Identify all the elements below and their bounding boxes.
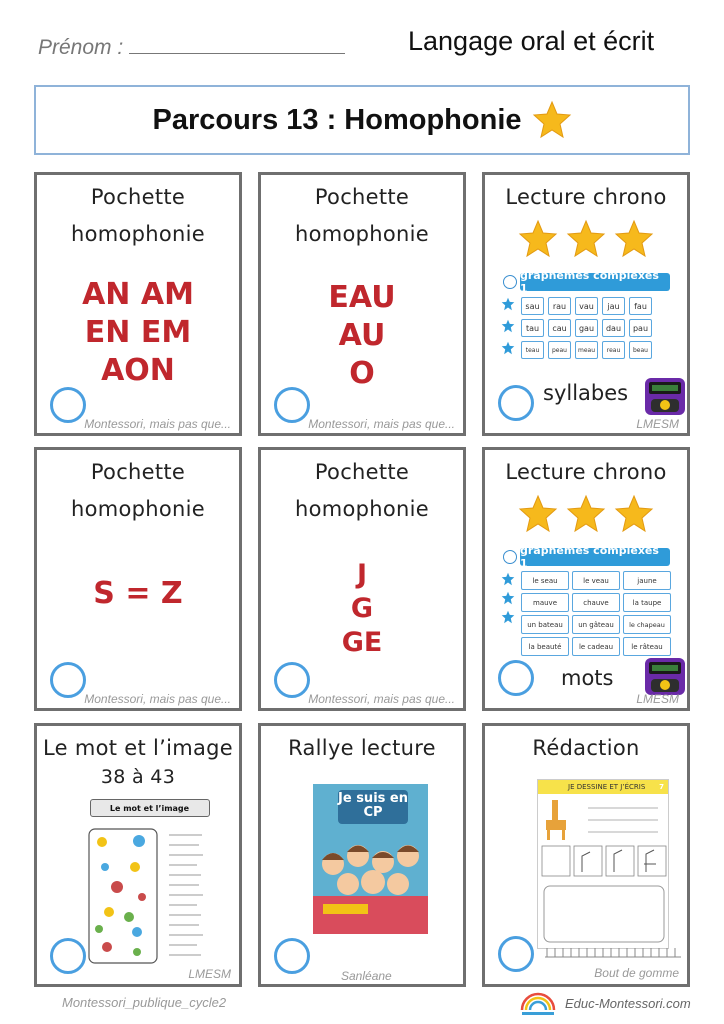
- grid-cell: pau: [629, 319, 652, 337]
- grid-cell: un bateau: [521, 615, 569, 634]
- grid-cell: un gâteau: [572, 615, 620, 634]
- card-lecture-chrono-syllabes: [482, 172, 690, 436]
- educ-montessori-logo: [518, 992, 558, 1018]
- grid-cell: le veau: [572, 571, 620, 590]
- grid-cell: le chapeau: [623, 615, 671, 634]
- completion-circle[interactable]: [498, 660, 534, 696]
- completion-circle[interactable]: [274, 938, 310, 974]
- card-title: Rallye lecture: [288, 736, 436, 760]
- title-banner: [34, 85, 690, 155]
- homophone-line: J: [356, 559, 368, 590]
- prenom-label: Prénom :: [38, 36, 124, 59]
- chrono-label: syllabes: [543, 381, 629, 405]
- chrono-label: mots: [561, 666, 614, 690]
- completion-circle[interactable]: [50, 387, 86, 423]
- row-stars: [501, 572, 515, 624]
- credit: Sanléane: [341, 969, 392, 983]
- word-grid: [521, 571, 671, 656]
- grid-cell: teau: [521, 341, 544, 359]
- homophone-line: EN EM: [84, 315, 192, 350]
- subject-title: Langage oral et écrit: [408, 26, 655, 56]
- worksheet-content: [87, 827, 212, 967]
- prenom-field: [38, 36, 345, 60]
- completion-circle[interactable]: [50, 938, 86, 974]
- card-rallye-lecture: [258, 723, 466, 987]
- sheet-title: graphèmes complexes 1: [520, 548, 670, 566]
- homophone-line: AON: [101, 353, 175, 388]
- grid-cell: rau: [548, 297, 571, 315]
- card-pochette-an-am: [34, 172, 242, 436]
- star-icon: [566, 494, 606, 534]
- credit: Montessori, mais pas que...: [308, 692, 455, 706]
- card-pochette-eau: [258, 172, 466, 436]
- writing-ruler: [545, 948, 681, 958]
- syllable-grid: [521, 297, 652, 359]
- grid-cell: cau: [548, 319, 571, 337]
- prenom-line: [129, 36, 345, 54]
- worksheet-content: [538, 794, 670, 950]
- credit: Bout de gomme: [594, 966, 679, 980]
- grid-cell: vau: [575, 297, 598, 315]
- stars-rating: [485, 219, 687, 259]
- star-icon: [518, 219, 558, 259]
- grid-cell: jaune: [623, 571, 671, 590]
- card-lecture-chrono-mots: [482, 447, 690, 711]
- sheet-header: [503, 544, 670, 570]
- star-icon: [614, 494, 654, 534]
- completion-circle[interactable]: [274, 387, 310, 423]
- card-subtitle: homophonie: [70, 497, 205, 521]
- banner-title: Parcours 13 : Homophonie: [152, 103, 522, 136]
- card-redaction: [482, 723, 690, 987]
- worksheet-thumbnail: [87, 799, 212, 969]
- grid-cell: mauve: [521, 593, 569, 612]
- grid-cell: peau: [548, 341, 571, 359]
- credit: Montessori, mais pas que...: [84, 692, 231, 706]
- card-subtitle: homophonie: [294, 222, 429, 246]
- footer-right: Educ-Montessori.com: [565, 996, 691, 1011]
- homophone-line: G: [350, 593, 374, 624]
- worksheet-number: 7: [659, 783, 664, 791]
- card-pochette-s-z: [34, 447, 242, 711]
- grid-cell: jau: [602, 297, 625, 315]
- grid-cell: tau: [521, 319, 544, 337]
- stopwatch-icon: [503, 550, 517, 564]
- blue-star-icon: [501, 297, 515, 311]
- stars-rating: [485, 494, 687, 534]
- homophone-line: O: [349, 356, 375, 391]
- star-icon: [532, 100, 572, 140]
- stopwatch-icon: [503, 275, 517, 289]
- homophone-line: EAU: [328, 280, 396, 315]
- grid-cell: le seau: [521, 571, 569, 590]
- grid-cell: sau: [521, 297, 544, 315]
- book-title: Je suis en CP: [338, 791, 408, 820]
- timer-icon: [643, 655, 687, 697]
- grid-cell: le râteau: [623, 637, 671, 656]
- blue-star-icon: [501, 572, 515, 586]
- card-mot-image: [34, 723, 242, 987]
- homophone-line: AU: [338, 318, 386, 353]
- grid-cell: la taupe: [623, 593, 671, 612]
- card-pochette-j-g: [258, 447, 466, 711]
- completion-circle[interactable]: [50, 662, 86, 698]
- grid-cell: chauve: [572, 593, 620, 612]
- worksheet-thumbnail: [537, 779, 669, 949]
- blue-star-icon: [501, 591, 515, 605]
- sheet-header: [503, 269, 670, 295]
- card-title: Lecture chrono: [505, 185, 667, 209]
- star-icon: [566, 219, 606, 259]
- grid-cell: la beauté: [521, 637, 569, 656]
- card-title: Rédaction: [532, 736, 640, 760]
- homophone-line: GE: [341, 627, 383, 658]
- card-title: Pochette: [90, 185, 186, 209]
- worksheet-header: [538, 780, 668, 794]
- sheet-title: graphèmes complexes 1: [520, 273, 670, 291]
- completion-circle[interactable]: [274, 662, 310, 698]
- card-subtitle: homophonie: [70, 222, 205, 246]
- card-title: Pochette: [90, 460, 186, 484]
- card-title: Pochette: [314, 460, 410, 484]
- grid-cell: reau: [602, 341, 625, 359]
- card-subtitle: 38 à 43: [100, 766, 176, 788]
- blue-star-icon: [501, 341, 515, 355]
- worksheet-title: JE DESSINE ET J’ÉCRIS: [568, 783, 646, 791]
- card-title: Le mot et l’image: [43, 736, 233, 760]
- credit: LMESM: [188, 967, 231, 981]
- star-icon: [614, 219, 654, 259]
- timer-icon: [643, 375, 687, 417]
- homophone-line: AN AM: [82, 277, 194, 312]
- credit: Montessori, mais pas que...: [84, 417, 231, 431]
- star-icon: [518, 494, 558, 534]
- completion-circle[interactable]: [498, 936, 534, 972]
- grid-cell: beau: [629, 341, 652, 359]
- credit: Montessori, mais pas que...: [308, 417, 455, 431]
- card-subtitle: homophonie: [294, 497, 429, 521]
- worksheet-title: Le mot et l’image: [90, 799, 210, 817]
- card-title: Lecture chrono: [505, 460, 667, 484]
- grid-cell: dau: [602, 319, 625, 337]
- card-title: Pochette: [314, 185, 410, 209]
- grid-cell: meau: [575, 341, 598, 359]
- completion-circle[interactable]: [498, 385, 534, 421]
- book-cover: [313, 784, 428, 934]
- credit: LMESM: [636, 417, 679, 431]
- grid-cell: fau: [629, 297, 652, 315]
- blue-star-icon: [501, 610, 515, 624]
- footer-left: Montessori_publique_cycle2: [62, 995, 227, 1010]
- credit: LMESM: [636, 692, 679, 706]
- grid-cell: le cadeau: [572, 637, 620, 656]
- blue-star-icon: [501, 319, 515, 333]
- grid-cell: gau: [575, 319, 598, 337]
- row-stars: [501, 297, 515, 355]
- homophone-line: S = Z: [93, 576, 183, 611]
